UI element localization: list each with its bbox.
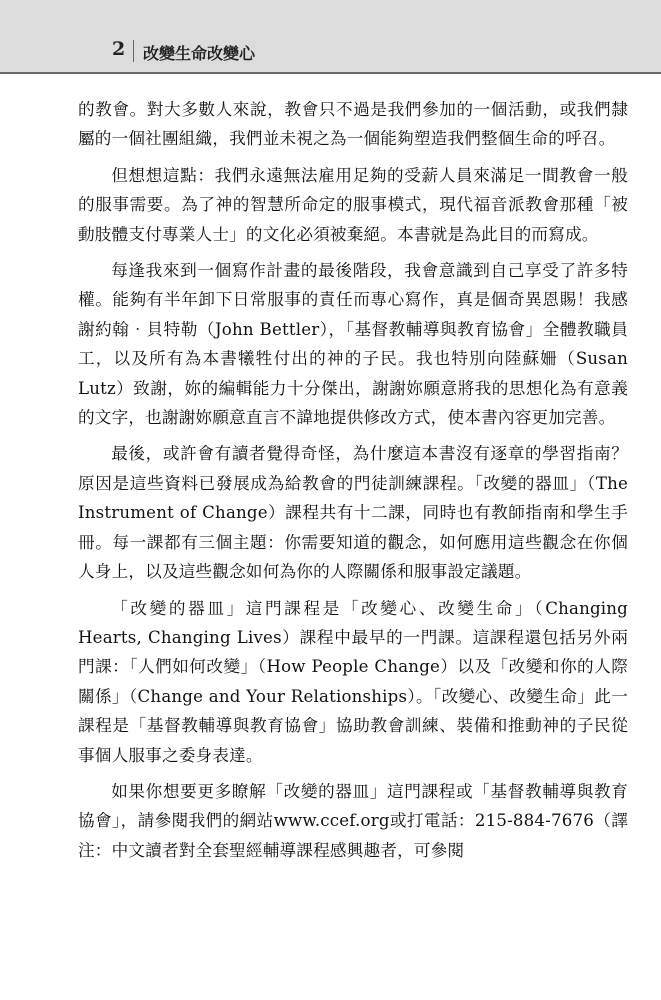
- paragraph-6: 如果你想要更多瞭解「改變的器皿」這門課程或「基督教輔導與教育協會」，請參閱我們的網站www.ccef.org或打電話：215-884-7676（譯注：中文讀者對全套聖經輔導課程感興趣者，可參閱: [78, 781, 628, 860]
- running-head: 改變生命改變心: [143, 44, 256, 63]
- paragraph-4: 最後，或許會有讀者覺得奇怪，為什麼這本書沒有逐章的學習指南？原因是這些資料已發展成為給教會的門徒訓練課程。「改變的器皿」（The Instrument of Change）課程共有十二課，同時也有教師指南和學生手冊。每一課都有三個主題：你需要知道的觀念，如何應用這些觀念在你個人身上，以及這些觀念如何為你的人際關係和服事設定議題。: [78, 444, 628, 582]
- paragraph-2: 但想想這點：我們永遠無法雇用足夠的受薪人員來滿足一間教會一般的服事需要。為了神的智慧所命定的服事模式，現代福音派教會那種「被動肢體支付專業人士」的文化必須被棄絕。本書就是為此目的而寫成。: [78, 165, 628, 244]
- header-separator: [133, 40, 134, 62]
- header-rule: [0, 72, 661, 74]
- page-number: 2: [112, 38, 126, 60]
- paragraph-5: 「改變的器皿」這門課程是「改變心、改變生命」（Changing Hearts, Changing Lives）課程中最早的一門課。這課程還包括另外兩門課：「人們如何改變」（How People Change）以及「改變和你的人際關係」（Change and Your Relationships）。「改變心、改變生命」此一課程是「基督教輔導與教育協會」協助教會訓練、裝備和推動神的子民從事個人服事之委身表達。: [78, 598, 628, 765]
- paragraph-3: 每逢我來到一個寫作計畫的最後階段，我會意識到自己享受了許多特權。能夠有半年卸下日常服事的責任而專心寫作，真是個奇異恩賜！我感謝約翰‧貝特勒（John Bettler），「基督教輔導與教育協會」全體教職員工，以及所有為本書犧牲付出的神的子民。我也特別向陸蘇姍（Susan Lutz）致謝，妳的編輯能力十分傑出，謝謝妳願意將我的思想化為有意義的文字，也謝謝妳願意直言不諱地提供修改方式，使本書內容更加完善。: [78, 261, 628, 428]
- paragraph-1: 的教會。對大多數人來說，教會只不過是我們參加的一個活動，或我們隸屬的一個社團組織，我們並未視之為一個能夠塑造我們整個生命的呼召。: [78, 100, 628, 149]
- header-band: [0, 0, 661, 72]
- body-text: [78, 95, 628, 872]
